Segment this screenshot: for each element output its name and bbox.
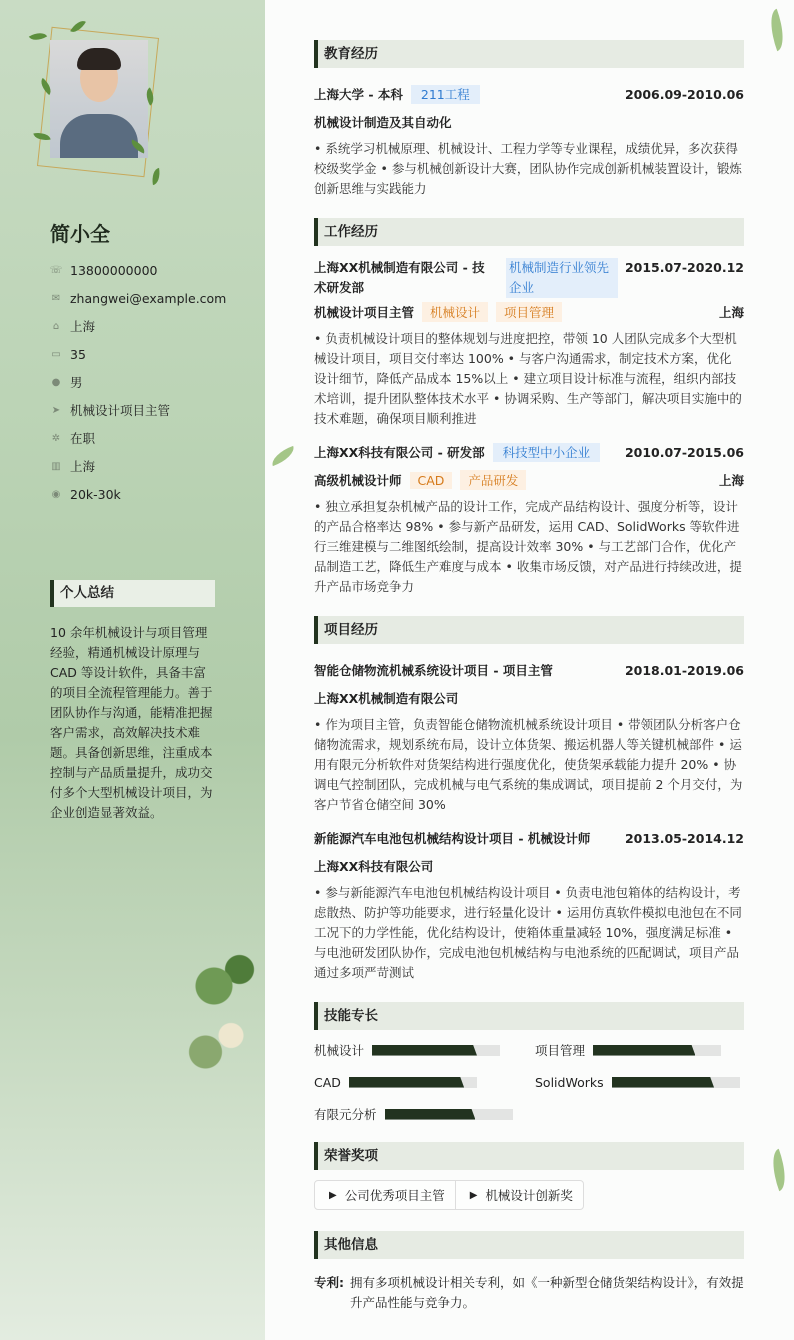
work-desc: • 负责机械设计项目的整体规划与进度把控，带领 10 人团队完成多个大型机械设计项目，项目交付率达 100% • 与客户沟通需求，制定技术方案，优化设计细节，降低产品成本 15%以上 • 建立项目设计标准与流程，组织内部技术培训，提升团队整体技术水平 • 协调采购、生产等部门，解决项目实施中的技术难题，确保项目顺利推进 bbox=[314, 331, 742, 426]
info-text: 20k-30k bbox=[70, 486, 121, 502]
mail-icon: ✉ bbox=[51, 292, 61, 304]
contact-info bbox=[50, 256, 250, 508]
skill-name: SolidWorks bbox=[535, 1074, 604, 1090]
info-text: 在职 bbox=[70, 431, 96, 446]
honor-item bbox=[315, 1181, 456, 1209]
school-name: 上海大学 - 本科 bbox=[314, 87, 403, 102]
skill-bar bbox=[349, 1077, 477, 1088]
projects-section bbox=[314, 616, 744, 983]
project-company: 上海XX机械制造有限公司 bbox=[314, 691, 459, 706]
education-section bbox=[314, 40, 744, 199]
triangle-icon: ▶ bbox=[469, 1189, 478, 1201]
role: 机械设计项目主管 bbox=[314, 305, 415, 320]
company-name: 上海XX科技有限公司 - 研发部 bbox=[314, 445, 485, 460]
info-status bbox=[50, 424, 250, 452]
info-email bbox=[50, 284, 250, 312]
age-icon: ▭ bbox=[51, 348, 61, 360]
status-icon: ✲ bbox=[51, 432, 61, 444]
skill-bar-fill bbox=[385, 1109, 476, 1120]
work-city: 上海 bbox=[718, 305, 744, 320]
work-company-row bbox=[314, 438, 744, 466]
info-text: 35 bbox=[70, 346, 86, 362]
skill-bar bbox=[372, 1045, 500, 1056]
section-heading: 其他信息 bbox=[314, 1231, 744, 1259]
avatar bbox=[30, 22, 170, 192]
skill-item bbox=[535, 1066, 744, 1098]
skill-tag: 机械设计 bbox=[422, 302, 488, 322]
project-name: 智能仓储物流机械系统设计项目 - 项目主管 bbox=[314, 663, 553, 678]
project-row bbox=[314, 656, 744, 684]
info-text: 男 bbox=[70, 375, 83, 390]
sidebar bbox=[0, 0, 265, 1340]
honors-list bbox=[314, 1180, 584, 1210]
info-text: 13800000000 bbox=[70, 262, 158, 278]
school-tag: 211工程 bbox=[411, 85, 480, 104]
role: 高级机械设计师 bbox=[314, 473, 402, 488]
company-tag: 机械制造行业领先企业 bbox=[506, 258, 618, 298]
section-heading: 教育经历 bbox=[314, 40, 744, 68]
skill-tag: 产品研发 bbox=[460, 470, 526, 490]
info-text: zhangwei@example.com bbox=[70, 290, 227, 306]
honor-text: 机械设计创新奖 bbox=[485, 1188, 573, 1203]
info-age bbox=[50, 340, 250, 368]
info-text: 上海 bbox=[70, 459, 96, 474]
info-text: 机械设计项目主管 bbox=[70, 403, 171, 418]
leaf-decoration bbox=[764, 9, 791, 51]
major: 机械设计制造及其自动化 bbox=[314, 115, 452, 130]
triangle-icon: ▶ bbox=[329, 1189, 337, 1201]
section-heading: 项目经历 bbox=[314, 616, 744, 644]
info-target-job bbox=[50, 396, 250, 424]
skill-name: CAD bbox=[314, 1074, 341, 1090]
patent-info bbox=[314, 1273, 744, 1313]
patent-label: 专利: bbox=[314, 1275, 344, 1290]
info-text: 上海 bbox=[70, 319, 96, 334]
leaf-decoration bbox=[269, 446, 298, 466]
work-role-row bbox=[314, 466, 744, 494]
skill-bar bbox=[385, 1109, 513, 1120]
salary-icon: ◉ bbox=[51, 488, 61, 500]
info-location bbox=[50, 312, 250, 340]
major-row bbox=[314, 108, 744, 136]
project-name: 新能源汽车电池包机械结构设计项目 - 机械设计师 bbox=[314, 831, 591, 846]
skill-name: 机械设计 bbox=[314, 1043, 365, 1058]
send-icon: ➤ bbox=[51, 404, 61, 416]
work-desc: • 独立承担复杂机械产品的设计工作，完成产品结构设计、强度分析等，设计的产品合格率达 98% • 参与新产品研发，运用 CAD、SolidWorks 等软件进行三维建模与二维图纸绘制，提高设计效率 30% • 与工艺部门合作，优化产品制造工艺，降低生产难度与成本 • 收集市场反馈，对产品进行持续改进，提升产品市场竞争力 bbox=[314, 499, 742, 594]
project-date: 2018.01-2019.06 bbox=[624, 662, 744, 678]
work-section bbox=[314, 218, 744, 597]
work-city: 上海 bbox=[718, 473, 744, 488]
info-phone bbox=[50, 256, 250, 284]
summary-heading: 个人总结 bbox=[50, 580, 215, 607]
education-desc: • 系统学习机械原理、机械设计、工程力学等专业课程，成绩优异，多次获得校级奖学金 • 参与机械创新设计大赛，团队协作完成创新机械装置设计，锻炼创新思维与实践能力 bbox=[314, 141, 742, 196]
project-date: 2013.05-2014.12 bbox=[624, 830, 744, 846]
project-company: 上海XX科技有限公司 bbox=[314, 859, 434, 874]
section-heading: 技能专长 bbox=[314, 1002, 744, 1030]
project-company-row bbox=[314, 684, 744, 712]
skill-bar-fill bbox=[612, 1077, 714, 1088]
honor-item bbox=[456, 1181, 583, 1209]
info-salary bbox=[50, 480, 250, 508]
skill-bar bbox=[593, 1045, 721, 1056]
project-company-row bbox=[314, 852, 744, 880]
building-icon: ▥ bbox=[51, 460, 61, 472]
skill-item bbox=[314, 1034, 535, 1066]
skill-bar-fill bbox=[349, 1077, 464, 1088]
honors-section bbox=[314, 1142, 744, 1219]
leaf-decoration bbox=[766, 1149, 793, 1191]
project-desc: • 作为项目主管，负责智能仓储物流机械系统设计项目 • 带领团队分析客户仓储物流需求，规划系统布局，设计立体货架、搬运机器人等关键机械部件 • 运用有限元分析软件对货架结构进行强度优化，使货架承载能力提升 20% • 协调电气控制团队，完成机械与电气系统的集成调试，项目提前 2 个月交付，为客户节省仓储空间 30% bbox=[314, 717, 743, 812]
skill-item bbox=[314, 1098, 535, 1130]
honor-text: 公司优秀项目主管 bbox=[344, 1188, 445, 1203]
work-company-row bbox=[314, 258, 744, 298]
company-tag: 科技型中小企业 bbox=[493, 443, 601, 462]
summary-text: 10 余年机械设计与项目管理经验，精通机械设计原理与 CAD 等设计软件，具备丰富的项目全流程管理能力。善于团队协作与沟通，能精准把握客户需求，高效解决技术难题。具备创新思维，注重成本控制与产品质量提升，成功交付多个大型机械设计项目，为企业创造显著效益。 bbox=[50, 625, 213, 820]
project-row bbox=[314, 824, 744, 852]
main-content bbox=[314, 40, 744, 1332]
work-role-row bbox=[314, 298, 744, 326]
skills-grid bbox=[314, 1034, 744, 1130]
skill-bar-fill bbox=[593, 1045, 695, 1056]
skill-tag: CAD bbox=[410, 472, 453, 489]
skill-item bbox=[314, 1066, 535, 1098]
flower-decoration bbox=[180, 920, 265, 1085]
info-gender bbox=[50, 368, 250, 396]
education-date: 2006.09-2010.06 bbox=[624, 86, 744, 102]
other-section bbox=[314, 1231, 744, 1313]
work-date: 2010.07-2015.06 bbox=[624, 444, 744, 460]
section-heading: 荣誉奖项 bbox=[314, 1142, 744, 1170]
skill-item bbox=[535, 1034, 744, 1066]
phone-icon: ☏ bbox=[49, 264, 63, 276]
info-target-city bbox=[50, 452, 250, 480]
skill-bar bbox=[612, 1077, 740, 1088]
home-icon: ⌂ bbox=[52, 320, 60, 332]
gender-icon: ● bbox=[51, 376, 61, 388]
skills-section bbox=[314, 1002, 744, 1130]
skill-tag: 项目管理 bbox=[496, 302, 562, 322]
patent-text: 拥有多项机械设计相关专利，如《一种新型仓储货架结构设计》，有效提升产品性能与竞争力。 bbox=[350, 1275, 744, 1310]
skill-name: 项目管理 bbox=[535, 1043, 586, 1058]
company-name: 上海XX机械制造有限公司 - 技术研发部 bbox=[314, 260, 485, 295]
work-date: 2015.07-2020.12 bbox=[624, 260, 744, 275]
skill-bar-fill bbox=[372, 1045, 477, 1056]
skill-name: 有限元分析 bbox=[314, 1107, 377, 1122]
candidate-name: 简小全 bbox=[50, 222, 110, 246]
project-desc: • 参与新能源汽车电池包机械结构设计项目 • 负责电池包箱体的结构设计，考虑散热、防护等功能要求，进行轻量化设计 • 运用仿真软件模拟电池包在不同工况下的力学性能，优化结构设计，使箱体重量减轻 10%，强度满足标准 • 与电池研发团队协作，完成电池包机械结构与电池系统的匹配调试，项目产品通过多项严苛测试 bbox=[314, 885, 742, 980]
section-heading: 工作经历 bbox=[314, 218, 744, 246]
education-row bbox=[314, 80, 744, 108]
